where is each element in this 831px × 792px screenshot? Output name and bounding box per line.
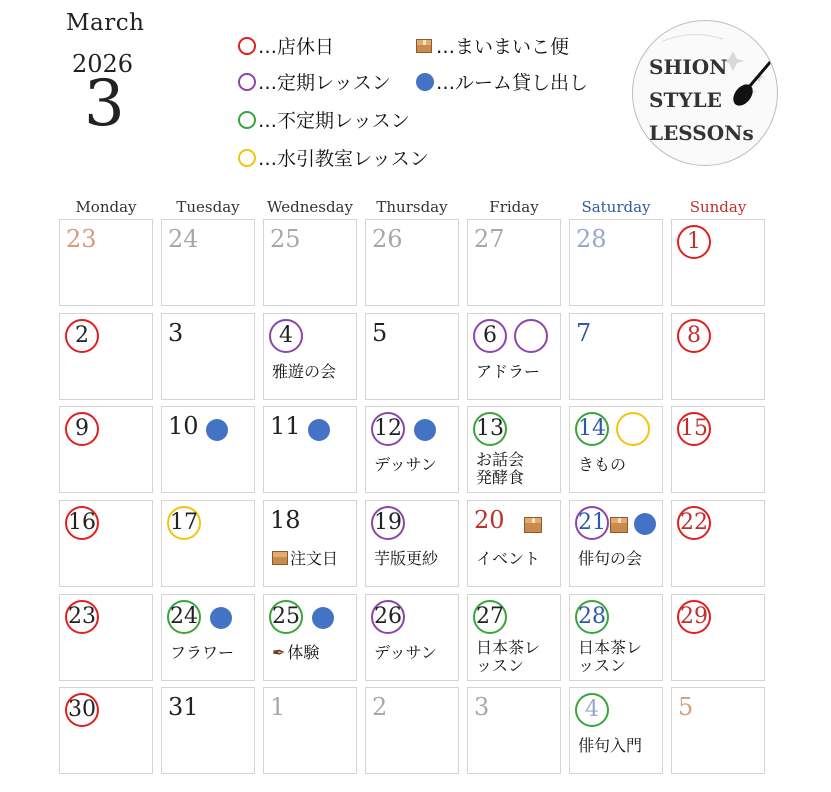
- calendar-day-cell[interactable]: [161, 219, 255, 306]
- legend-label: …不定期レッスン: [258, 110, 410, 132]
- day-number: 16: [65, 506, 99, 540]
- event-note-text: 注文日: [290, 549, 339, 568]
- shion-style-lessons-logo: [632, 20, 778, 166]
- event-note: [476, 639, 540, 657]
- day-number: 23: [66, 225, 97, 253]
- event-note-text: きもの: [578, 455, 627, 474]
- legend-label: …水引教室レッスン: [258, 148, 429, 170]
- day-number: 24: [167, 600, 201, 634]
- event-note: [578, 550, 642, 568]
- day-number: 26: [371, 600, 405, 634]
- legend-label: …ルーム貸し出し: [436, 72, 589, 94]
- event-note: [578, 737, 642, 755]
- event-note-text: デッサン: [374, 455, 437, 474]
- event-note-text: デッサン: [374, 643, 437, 662]
- legend-regular-lesson: [238, 68, 391, 95]
- day-number: 7: [576, 319, 592, 347]
- event-note-text: イベント: [476, 549, 541, 568]
- weekday-monday: Monday: [75, 198, 137, 216]
- day-number: 25: [269, 600, 303, 634]
- event-note-text: 芋版更紗: [374, 549, 439, 568]
- event-note-text: 日本茶レ: [578, 638, 643, 657]
- day-number: 19: [371, 506, 405, 540]
- blue-dot-icon: [210, 607, 232, 629]
- day-number: 14: [575, 412, 609, 446]
- day-number: 4: [575, 693, 609, 727]
- weekday-sunday: Sunday: [689, 198, 747, 216]
- event-note: [170, 644, 234, 662]
- day-number: 23: [65, 600, 99, 634]
- legend-irregular-lesson: [238, 106, 410, 133]
- calendar-day-cell[interactable]: [569, 313, 663, 400]
- event-note-text: フラワー: [170, 643, 235, 662]
- package-icon: [524, 517, 542, 533]
- package-icon: [416, 39, 432, 53]
- blue-dot-icon: [414, 419, 436, 441]
- day-number: 8: [677, 319, 711, 353]
- event-note-text: アドラー: [476, 362, 541, 381]
- event-note: [374, 644, 437, 662]
- day-number: 20: [474, 506, 505, 534]
- calendar-day-cell[interactable]: [365, 594, 459, 681]
- event-note: [476, 550, 540, 568]
- day-number: 28: [576, 225, 607, 253]
- day-number: 27: [474, 225, 505, 253]
- weekday-tuesday: Tuesday: [176, 198, 240, 216]
- blue-dot-icon: [634, 513, 656, 535]
- year: 2026: [72, 50, 134, 78]
- brush-icon: ✒: [272, 643, 286, 662]
- legend-label: …まいまいこ便: [436, 36, 570, 58]
- day-number: 6: [473, 319, 507, 353]
- day-number: 15: [677, 412, 711, 446]
- calendar-day-cell[interactable]: [59, 219, 153, 306]
- day-number: 3: [168, 319, 184, 347]
- event-note: [578, 456, 626, 474]
- package-icon: [610, 517, 628, 533]
- legend-room-rental: [416, 68, 588, 95]
- day-number: 5: [372, 319, 388, 347]
- blue-dot-icon: [416, 73, 434, 91]
- day-number: 11: [270, 412, 301, 440]
- yellow-circle-icon: [238, 149, 256, 167]
- legend-label: …定期レッスン: [258, 72, 391, 94]
- calendar-day-cell[interactable]: [569, 687, 663, 774]
- blue-dot-icon: [206, 419, 228, 441]
- day-number: 1: [677, 225, 711, 259]
- legend-maimaiko-delivery: [416, 32, 569, 59]
- day-number: 2: [372, 693, 388, 721]
- calendar-day-cell[interactable]: [671, 219, 765, 306]
- purple-circle-icon: [514, 319, 548, 353]
- event-note: [272, 550, 338, 568]
- calendar-day-cell[interactable]: [365, 687, 459, 774]
- calendar-day-cell[interactable]: [671, 313, 765, 400]
- blue-dot-icon: [308, 419, 330, 441]
- calendar-day-cell[interactable]: [59, 594, 153, 681]
- logo-line: LESSONs: [649, 121, 754, 145]
- day-number: 26: [372, 225, 403, 253]
- calendar-day-cell[interactable]: [467, 219, 561, 306]
- day-number: 12: [371, 412, 405, 446]
- calendar-day-cell[interactable]: [59, 406, 153, 493]
- calendar-day-cell[interactable]: [569, 500, 663, 587]
- legend-label: …店休日: [258, 36, 335, 58]
- calendar-day-cell[interactable]: [467, 406, 561, 493]
- month-name: March: [66, 10, 145, 36]
- calendar-day-cell[interactable]: [161, 500, 255, 587]
- green-circle-icon: [238, 111, 256, 129]
- calendar-day-cell[interactable]: [161, 594, 255, 681]
- event-note: [374, 456, 437, 474]
- legend-closed-day: [238, 32, 334, 59]
- calendar-day-cell[interactable]: [263, 313, 357, 400]
- calendar-day-cell[interactable]: [263, 687, 357, 774]
- calendar-day-cell[interactable]: [671, 687, 765, 774]
- calendar-day-cell[interactable]: [161, 313, 255, 400]
- calendar-day-cell[interactable]: [263, 219, 357, 306]
- event-note: [476, 451, 524, 469]
- day-number: 9: [65, 412, 99, 446]
- event-note-text: 雅遊の会: [272, 362, 337, 381]
- calendar-day-cell[interactable]: [59, 500, 153, 587]
- calendar-day-cell[interactable]: [263, 594, 357, 681]
- event-note-line2: ッスン: [578, 656, 627, 675]
- logo-line: STYLE: [649, 88, 722, 112]
- calendar-day-cell[interactable]: [569, 219, 663, 306]
- event-note: [476, 363, 540, 381]
- weekday-wednesday: Wednesday: [267, 198, 353, 216]
- weekday-thursday: Thursday: [376, 198, 448, 216]
- blue-dot-icon: [312, 607, 334, 629]
- day-number: 27: [473, 600, 507, 634]
- day-number: 1: [270, 693, 286, 721]
- day-number: 2: [65, 319, 99, 353]
- calendar-day-cell[interactable]: [263, 406, 357, 493]
- calendar-day-cell[interactable]: [467, 687, 561, 774]
- calendar-day-cell[interactable]: [365, 219, 459, 306]
- event-note-text: お話会: [476, 450, 525, 469]
- calendar-day-cell[interactable]: [59, 687, 153, 774]
- day-number: 21: [575, 506, 609, 540]
- calendar-day-cell[interactable]: [467, 313, 561, 400]
- day-number: 28: [575, 600, 609, 634]
- calendar-day-cell[interactable]: [365, 500, 459, 587]
- day-number: 31: [168, 693, 199, 721]
- event-note-text: 体験: [287, 643, 320, 662]
- event-note: [578, 639, 642, 657]
- red-circle-icon: [238, 37, 256, 55]
- logo-line: SHION: [649, 55, 728, 79]
- calendar-day-cell[interactable]: [365, 313, 459, 400]
- package-icon: [272, 551, 288, 565]
- purple-circle-icon: [238, 73, 256, 91]
- day-number: 30: [65, 693, 99, 727]
- calendar-day-cell[interactable]: [671, 500, 765, 587]
- day-number: 10: [168, 412, 199, 440]
- calendar-day-cell[interactable]: [569, 594, 663, 681]
- day-number: 17: [167, 506, 201, 540]
- calendar-day-cell[interactable]: [161, 406, 255, 493]
- event-note: [272, 644, 319, 662]
- day-number: 24: [168, 225, 199, 253]
- calendar-day-cell[interactable]: [671, 594, 765, 681]
- event-note: [374, 550, 438, 568]
- day-number: 5: [678, 693, 694, 721]
- day-number: 22: [677, 506, 711, 540]
- day-number: 4: [269, 319, 303, 353]
- calendar-day-cell[interactable]: [467, 500, 561, 587]
- day-number: 3: [474, 693, 490, 721]
- month-number: 3: [84, 67, 125, 141]
- weekday-saturday: Saturday: [581, 198, 651, 216]
- yellow-circle-icon: [616, 412, 650, 446]
- calendar-day-cell[interactable]: [59, 313, 153, 400]
- weekday-friday: Friday: [489, 198, 539, 216]
- legend-mizuhiki-lesson: [238, 144, 429, 171]
- event-note: [272, 363, 336, 381]
- event-note-text: 俳句の会: [578, 549, 643, 568]
- calendar-day-cell[interactable]: [569, 406, 663, 493]
- day-number: 13: [473, 412, 507, 446]
- day-number: 18: [270, 506, 301, 534]
- calendar-day-cell[interactable]: [365, 406, 459, 493]
- calendar-day-cell[interactable]: [671, 406, 765, 493]
- calendar-day-cell[interactable]: [467, 594, 561, 681]
- calendar-day-cell[interactable]: [263, 500, 357, 587]
- event-note-line2: ッスン: [476, 656, 525, 675]
- day-number: 25: [270, 225, 301, 253]
- event-note-text: 俳句入門: [578, 736, 643, 755]
- event-note-text: 日本茶レ: [476, 638, 541, 657]
- day-number: 29: [677, 600, 711, 634]
- calendar-day-cell[interactable]: [161, 687, 255, 774]
- event-note-line2: 発酵食: [476, 468, 525, 487]
